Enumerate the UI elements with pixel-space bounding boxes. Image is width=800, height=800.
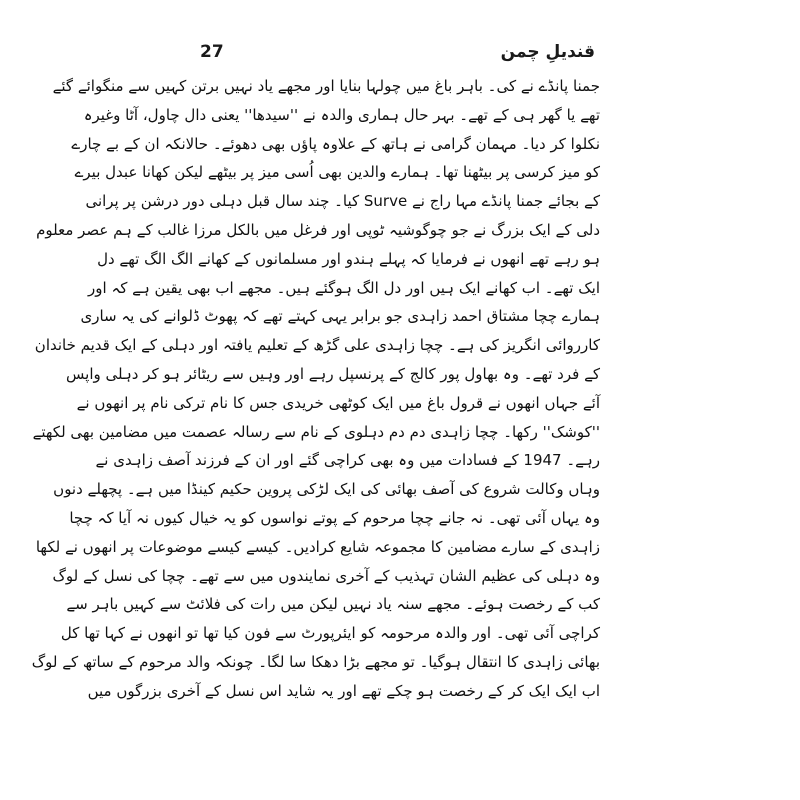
text-line: بھائی زاہدی کا انتقال ہوگیا۔ تو مجھے بڑا دھکا سا لگا۔ چونکہ والد مرحوم کے ساتھ کے لوگ: [31, 652, 600, 671]
text-line: وہ یہاں آئی تھی۔ نہ جانے چچا مرحوم کے پوتے نواسوں کو یہ خیال کیوں نہ آیا کہ چچا: [69, 508, 600, 527]
text-line: تھے یا گھر ہی کے تھے۔ بہر حال ہماری والدہ نے ''سیدھا'' یعنی دال چاول، آٹا وغیرہ: [83, 105, 600, 124]
text-line: ہو رہے تھے انھوں نے فرمایا کہ پہلے ہندو اور مسلمانوں کے کھانے الگ الگ تھے دل: [97, 249, 600, 268]
text-line: نکلوا کر دیا۔ مہمان گرامی نے ہاتھ کے علاوہ پاؤں بھی دھوئے۔ حالانکہ ان کے بے چارے: [71, 134, 600, 153]
text-line: رہے۔ 1947 کے فسادات میں وہ بھی کراچی گئے اور ان کے فرزند آصف زاہدی نے: [95, 451, 600, 470]
text-line: وہاں وکالت شروع کی آصف بھائی کی ایک لڑکی پروین حکیم کینڈا میں ہے۔ پچھلے دنوں: [53, 480, 600, 499]
text-line: کارروائی انگریز کی ہے۔ چچا زاہدی علی گڑھ کے تعلیم یافتہ اور دہلی کے ایک قدیم خاندان: [34, 336, 600, 355]
page-number: 27: [200, 42, 224, 62]
text-line: ہمارے چچا مشتاق احمد زاہدی جو برابر یہی کہتے تھے کہ پھوٹ ڈلوانے کی یہ ساری: [80, 307, 600, 326]
body-text: [31, 72, 600, 772]
text-line: زاہدی کے سارے مضامین کا مجموعہ شایع کرادیں۔ کیسے کیسے موضوعات پر انھوں نے لکھا: [35, 537, 600, 556]
running-title: قندیلِ چمن: [500, 42, 595, 62]
text-line: کراچی آئی تھی۔ اور والدہ مرحومہ کو ایئرپورٹ سے فون کیا تھا تو انھوں نے کہا تھا کل: [60, 624, 600, 643]
text-line: وہ دہلی کی عظیم الشان تہذیب کے آخری نمایندوں میں سے تھے۔ چچا کی نسل کے لوگ: [52, 566, 600, 585]
page-header: [200, 42, 595, 68]
text-line: کب کے رخصت ہوئے۔ مجھے سنہ یاد نہیں لیکن میں رات کی فلائٹ سے کہیں باہر سے: [66, 595, 600, 614]
text-line: جمنا پانڈے نے کی۔ باہر باغ میں چولہا بنایا اور مجھے یاد نہیں برتن کہیں سے منگوائے گئے: [52, 77, 600, 95]
text-line: آئے جہاں انھوں نے قرول باغ میں ایک کوٹھی خریدی جس کا نام ترکی نام پر انھوں نے: [76, 393, 600, 412]
text-line: دلی کے ایک بزرگ نے جو چوگوشیہ ٹوپی اور فرغل میں بالکل مرزا غالب کے ہم عصر معلوم: [36, 220, 600, 239]
text-line: ایک تھے۔ اب کھانے ایک ہیں اور دل الگ ہوگئے ہیں۔ مجھے اب بھی یقین ہے کہ اور: [88, 278, 600, 297]
text-line: کے بجائے جمنا پانڈے مہا راج نے Surve کیا۔ چند سال قبل دہلی دور درشن پر پرانی: [85, 192, 600, 211]
text-line: اب ایک ایک کر کے رخصت ہو چکے تھے اور یہ شاید اس نسل کے آخری بزرگوں میں: [87, 681, 600, 700]
text-line: ''کوشک'' رکھا۔ چچا زاہدی دم دم دہلوی کے نام سے رسالہ عصمت میں مضامین بھی لکھتے: [32, 422, 600, 441]
text-line: کو میز کرسی پر بیٹھنا تھا۔ ہمارے والدین بھی اُسی میز پر بیٹھے لیکن کھانا عبدل بیرے: [74, 163, 600, 182]
text-line: کے فرد تھے۔ وہ بھاول پور کالج کے پرنسپل رہے اور وہیں سے ریٹائر ہو کر دہلی واپس: [66, 364, 600, 383]
